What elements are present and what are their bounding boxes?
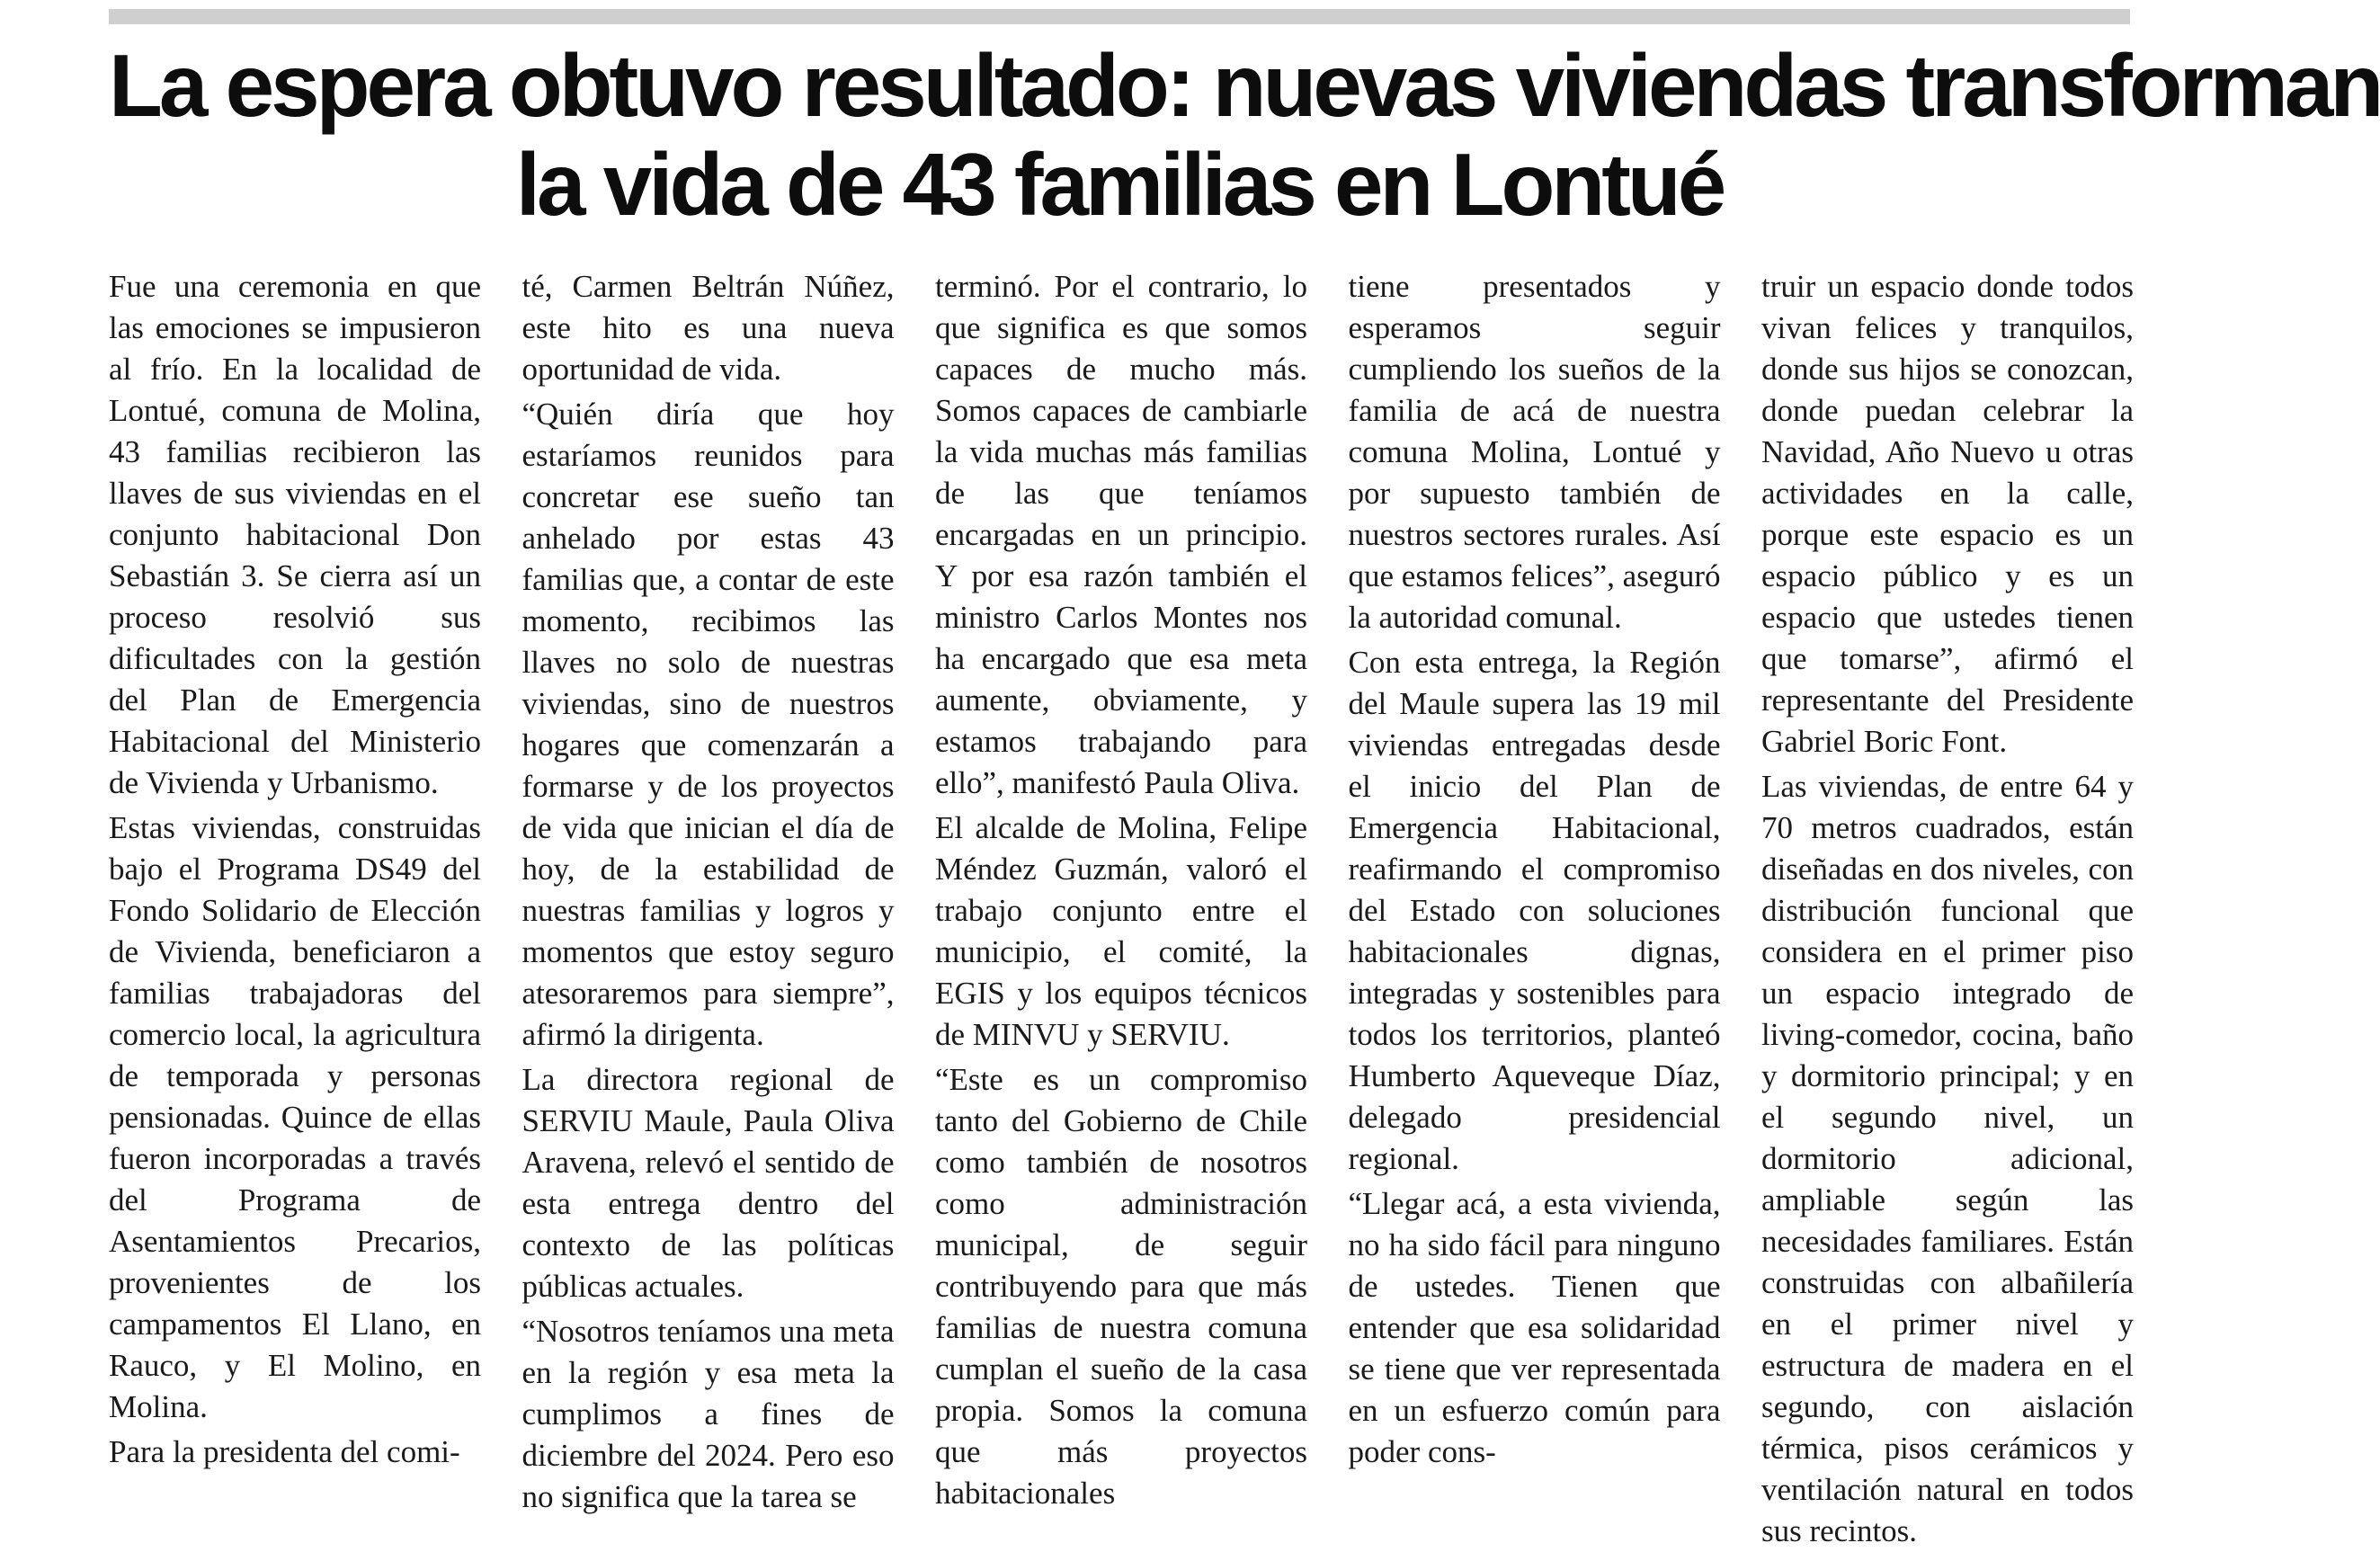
paragraph: La directora regional de SERVIU Maule, Paula Oliva Aravena, relevó el sentido de esta entrega dentro del contexto de las políticas públicas actuales. <box>521 1062 895 1304</box>
article-column-5 <box>1761 266 2134 1548</box>
paragraph: té, Carmen Beltrán Núñez, este hito es una nueva oportunidad de vida. <box>521 269 895 387</box>
paragraph: tiene presentados y esperamos seguir cumpliendo los sueños de la familia de acá de nuestra comuna Molina, Lontué y por supuesto también de nuestros sectores rurales. Así que estamos felices”, aseguró la autoridad comunal. <box>1348 269 1721 635</box>
paragraph: Fue una ceremonia en que las emociones se impusieron al frío. En la localidad de Lontué, comuna de Molina, 43 familias recibieron las llaves de sus viviendas en el conjunto habitacional Don Sebastián 3. Se cierra así un proceso resolvió sus dificultades con la gestión del Plan de Emergencia Habitacional del Ministerio de Vivienda y Urbanismo. <box>109 269 481 800</box>
article-column-1 <box>109 266 481 1525</box>
top-divider-rule <box>109 9 2130 24</box>
paragraph: Con esta entrega, la Región del Maule supera las 19 mil viviendas entregadas desde el inicio del Plan de Emergencia Habitacional, reafirmando el compromiso del Estado con soluciones habitacionales dignas, integradas y sostenibles para todos los territorios, planteó Humberto Aqueveque Díaz, delegado presidencial regional. <box>1348 645 1721 1176</box>
article-columns <box>109 266 2134 1548</box>
paragraph: El alcalde de Molina, Felipe Méndez Guzmán, valoró el trabajo conjunto entre el municipio, el comité, la EGIS y los equipos técnicos de MINVU y SERVIU. <box>935 810 1307 1052</box>
paragraph: Estas viviendas, construidas bajo el Programa DS49 del Fondo Solidario de Elección de Vivienda, beneficiaron a familias trabajadoras del comercio local, la agricultura de temporada y personas pensionadas. Quince de ellas fueron incorporadas a través del Programa de Asentamientos Precarios, provenientes de los campamentos El Llano, en Rauco, y El Molino, en Molina. <box>109 810 481 1424</box>
article-headline <box>109 36 2380 234</box>
paragraph: terminó. Por el contrario, lo que significa es que somos capaces de mucho más. Somos capaces de cambiarle la vida muchas más familias de las que teníamos encargadas en un principio. Y por esa razón también el ministro Carlos Montes nos ha encargado que esa meta aumente, obviamente, y estamos trabajando para ello”, manifestó Paula Oliva. <box>935 269 1307 800</box>
paragraph: Las viviendas, de entre 64 y 70 metros cuadrados, están diseñadas en dos niveles, con distribución funcional que considera en el primer piso un espacio integrado de living-comedor, cocina, baño y dormitorio principal; y en el segundo nivel, un dormitorio adicional, ampliable según las necesidades familiares. Están construidas con albañilería en el primer nivel y estructura de madera en el segundo, con aislación térmica, pisos cerámicos y ventilación natural en todos sus recintos. <box>1761 769 2134 1548</box>
quote-paragraph: “Llegar acá, a esta vivienda, no ha sido fácil para ninguno de ustedes. Tienen que entender que esa solidaridad se tiene que ver representada en un esfuerzo común para poder cons- <box>1348 1186 1721 1469</box>
quote-paragraph: “Quién diría que hoy estaríamos reunidos para concretar ese sueño tan anhelado por estas 43 familias que, a contar de este momento, recibimos las llaves no solo de nuestras viviendas, sino de nuestros hogares que comenzarán a formarse y de los proyectos de vida que inician el día de hoy, de la estabilidad de nuestras familias y logros y momentos que estoy seguro atesoraremos para siempre”, afirmó la dirigenta. <box>521 397 895 1052</box>
article-column-3 <box>935 266 1307 1525</box>
quote-paragraph: “Este es un compromiso tanto del Gobierno de Chile como también de nosotros como administración municipal, de seguir contribuyendo para que más familias de nuestra comuna cumplan el sueño de la casa propia. Somos la comuna que más proyectos habitacionales <box>935 1062 1307 1511</box>
headline-line-1: La espera obtuvo resultado: nuevas viviendas transforman <box>109 36 2380 135</box>
article-column-2 <box>522 266 895 1525</box>
quote-paragraph: “Nosotros teníamos una meta en la región y esa meta la cumplimos a fines de diciembre del 2024. Pero eso no significa que la tarea se <box>521 1314 895 1514</box>
paragraph: truir un espacio donde todos vivan felices y tranquilos, donde sus hijos se conozcan, donde puedan celebrar la Navidad, Año Nuevo u otras actividades en la calle, porque este espacio es un espacio público y es un espacio que ustedes tienen que tomarse”, afirmó el representante del Presidente Gabriel Boric Font. <box>1761 269 2134 759</box>
paragraph: Para la presidenta del comi- <box>109 1434 460 1469</box>
headline-line-2: la vida de 43 familias en Lontué <box>515 135 1724 234</box>
article-column-4 <box>1349 266 1721 1525</box>
